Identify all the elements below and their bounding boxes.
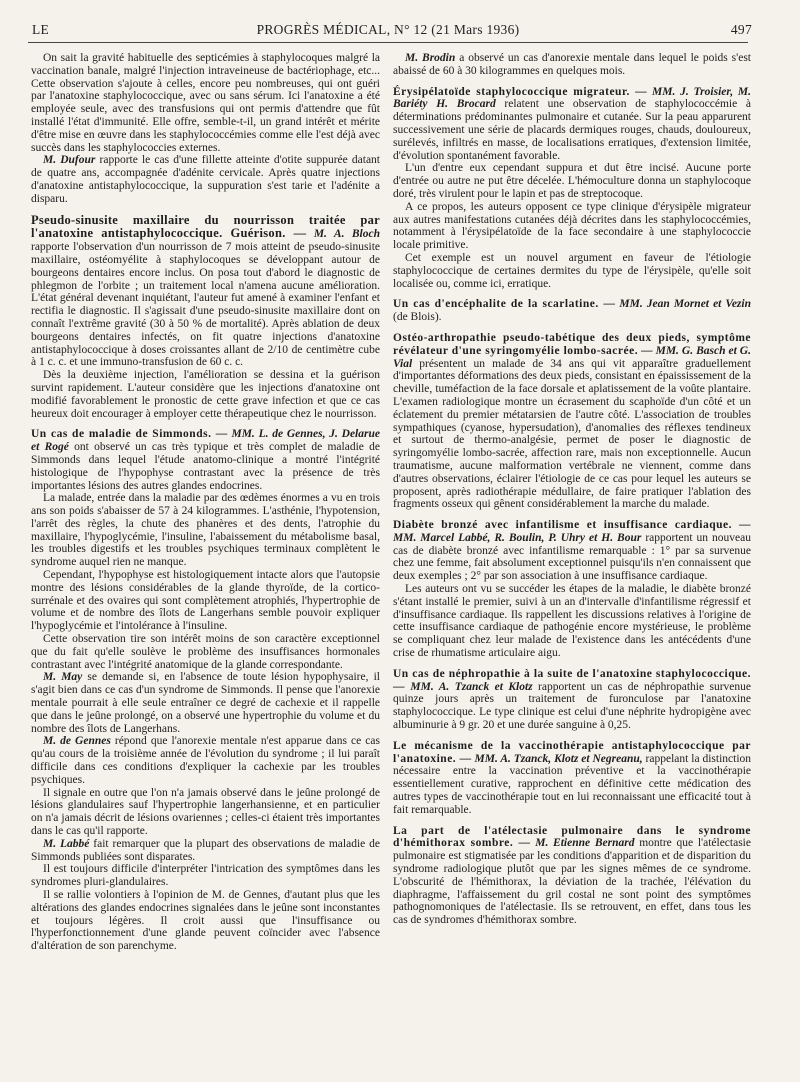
- paragraph: [31, 154, 380, 205]
- article: [393, 332, 751, 511]
- article: [393, 740, 751, 817]
- paragraph: On sait la gravité habituelle des septicémies à staphylocoques malgré la vaccination banale, malgré l'injection intraveineuse de bactériophage, etc... Cette observation s'ajoute à celles, encore peu nombreuses, qui ont guéri par l'anatoxine staphylococcique, avec ou sans sérum. Ici l'anatoxine a été employée seule, avec des transfusions qui ont permis d'attendre que fût installé l'état d'immunité. Elle offre, semble-t-il, un grand intérêt et mérite d'être mise en œuvre dans les staphylococcémies comme elle l'est déjà avec succès dans les staphylococcies externes.: [31, 52, 380, 154]
- article-title: La part de l'atélectasie pulmonaire dans le syndrome d'hémithorax sombre. —: [393, 824, 751, 850]
- author: MM. L. de Gennes, J. Delarue et Rogé: [31, 428, 380, 454]
- paragraph: Cette observation tire son intérêt moins de son caractère exceptionnel que du fait qu'elle soulève le problème des insuffisances hormonales contrastant avec l'intégrité anatomique de la glande correspondante.: [31, 633, 380, 671]
- paragraph: Les auteurs ont vu se succéder les étapes de la maladie, le diabète bronzé s'étant installé le premier, suivi à un an d'intervalle d'infantilisme régressif et d'insuffisance cardiaque. Ils rappellent les discussions relatives à l'origine de cette insuffisance cardiaque de pathogénie encore mystérieuse, le problème se compliquant chez leur malade de l'existence dans les antécédents d'une crise de rhumatisme articulaire aigu.: [393, 583, 751, 660]
- left-column: [31, 52, 380, 953]
- paragraph-text: rapporte l'observation d'un nourrisson de 7 mois atteint de pseudo-sinusite maxillaire, ostéomyélite à staphylocoques se développant autour de bourgeons dentaires encore inclus. On posa tout d'abord le diagnostic de phlegmon de l'orbite ; un traitement local n'amena aucune amélioration. L'état général devenant inquiétant, l'auteur fut amené à examiner l'enfant et rectifia le diagnostic. Il s'agissait d'une pseudo-sinusite maxillaire dont on connaît l'extrême gravité (30 à 50 % de mortalité). Après ablation de deux bourgeons dentaires infectés, on fit quatre injections d'anatoxine antistaphylococcique à doses croissantes allant de 2/10 de centimètre cube à 1 c. c. et une immuno-transfusion de 60 c. c.: [31, 241, 380, 369]
- journal-title: PROGRÈS MÉDICAL, N° 12 (21 Mars 1936): [256, 22, 520, 37]
- paragraph-text: montre que l'atélectasie pulmonaire est stigmatisée par les conditions d'apparition et de disparition du syndrome radiologique plutôt que par les signes mêmes de ce syndrome. L'obscurité de l'hémithorax, la déviation de la trachée, l'élévation du diaphragme, l'affaissement du gril costal ne sont point des symptômes pathognomoniques de l'atélectasie. Ils se retrouvent, en effet, dans tous les cas de syndromes d'hémithorax sombre.: [393, 837, 751, 927]
- paragraph: A ce propos, les auteurs opposent ce type clinique d'érysipèle migrateur aux autres manifestations cutanées déjà décrites dans les staphylococcémies, notamment à l'érysipélatoïde de la face secondaire à une staphylococcie locale primitive.: [393, 200, 751, 252]
- author: MM. Marcel Labbé, R. Boulin, P. Uhry et H. Bour: [393, 531, 642, 544]
- article: [31, 214, 380, 370]
- article-title: Pseudo-sinusite maxillaire du nourrisson traitée par l'anatoxine antistaphylococcique. Guérison. —: [31, 212, 380, 241]
- paragraph: Il signale en outre que l'on n'a jamais observé dans le jeûne prolongé de lésions glandulaires sauf l'hypertrophie langerhansienne, et en particulier on n'a jamais décrit de lésions ovariennes ; celles-ci étaient très importantes dans le cas qu'il rapporte.: [31, 786, 380, 838]
- paragraph-text: se demande si, en l'absence de toute lésion hypophysaire, il s'agit bien dans ce cas d'un syndrome de Simmonds. Il pense que l'anorexie mentale pourrait à elle seule entraîner ce degré de cachexie et il rappelle que dans le jeûne prolongé, on a observé une hypertrophie du volume et du nombre des îlots de Langerhans.: [31, 671, 380, 735]
- paragraph-text: rappelant la distinction nécessaire entre la vaccination préventive et la vaccinothérapie essentiellement curative, rapprochent en définitive cette médication des autres types de vaccinothérapie tout en lui reconnaissant une efficacité tout à fait remarquable.: [393, 752, 752, 816]
- author: M. Dufour: [43, 154, 96, 167]
- author: M. de Gennes: [43, 735, 111, 748]
- paragraph-text: ont observé un cas très typique et très complet de maladie de Simmonds dans lequel l'étude anatomo-clinique a montré l'intégrité histologique de l'hypophyse contrastant avec la présence de très importantes lésions des autres glandes endocrines.: [31, 441, 381, 492]
- article-title: Un cas d'encéphalite de la scarlatine. —: [393, 298, 616, 311]
- page-number: 497: [730, 22, 752, 37]
- article: [393, 519, 751, 583]
- paragraph-text: présentent un malade de 34 ans qui vit apparaître graduellement d'importantes déformations des deux pieds, consistant en épaississement de la cheville, tuméfaction de la face dorsale et aplatissement de la voûte plantaire. L'examen radiologique montre un écrasement du scaphoïde d'un côté et un éclatement du premier métatarsien de l'autre côté. L'association de troubles sympathiques (cyanose, hypersudation), d'anomalies des réflexes tendineux et surtout de thermo-analgésie, permet de poser le diagnostic de syringomyélie lombo-sacrée, affection rare, mais non exceptionnelle. Aucun traumatisme, aucune malformation vertébrale ne viennent, comme dans d'autres observations, éclairer l'étiologie de ce cas pour lequel les auteurs se proposent, après radiothérapie médullaire, de faire pratiquer l'ablation des fragments osseux qui gênent considérablement la marche du malade.: [393, 357, 751, 511]
- author: M. Etienne Bernard: [530, 837, 635, 850]
- paragraph-text: répond que l'anorexie mentale n'est apparue dans ce cas qu'au cours de la troisième année de l'évolution du syndrome ; il lui paraît difficile dans ces conditions d'expliquer la cachexie par les troubles psychiques.: [31, 735, 380, 786]
- article-title: Un cas de néphropathie à la suite de l'anatoxine staphylococcique. —: [393, 667, 751, 693]
- paragraph: [31, 735, 380, 786]
- paragraph-text: rapportent un nouveau cas de diabète bronzé avec infantilisme remarquable : 1° par sa survenue chez une femme, fait absolument exceptionnel puisqu'ils n'en connaissent que deux exemples ; 2° par son association à une insuffisance cardiaque.: [393, 531, 751, 583]
- author: M. A. Bloch: [306, 228, 380, 241]
- paragraph: Il est toujours difficile d'interpréter l'intrication des symptômes dans les syndromes pluri-glandulaires.: [31, 863, 380, 889]
- article-title: Un cas de maladie de Simmonds. —: [31, 428, 228, 441]
- article: [393, 825, 751, 927]
- paragraph-text: (de Blois).: [393, 311, 442, 324]
- header-rule: [28, 42, 748, 43]
- author: MM. A. Tzanck et Klotz: [405, 680, 533, 693]
- paragraph-text: relatent une observation de staphylococcémie à déterminations prédominantes pulmonaire et cutanée. Sur la peau apparurent successivement une série de placards dermiques rouges, chauds, douloureux, surélevés, infiltrés en masse, de localisations erratiques, d'extension limitée, d'évolution spontanément favorable.: [393, 98, 751, 162]
- author: M. Labbé: [43, 837, 90, 850]
- article-title: Le mécanisme de la vaccinothérapie antistaphylococcique par l'anatoxine. —: [393, 739, 751, 765]
- paragraph-text: rapporte le cas d'une fillette atteinte d'otite suppurée datant de quatre ans, accompagnée d'adénite cervicale. Après quatre injections d'anatoxine antistaphylococcique, la suppuration s'est tarie et l'adénite a disparu.: [31, 154, 380, 205]
- article: [393, 86, 751, 163]
- author: — MM. G. Basch et G. Vial: [393, 344, 751, 370]
- paragraph: Il se rallie volontiers à l'opinion de M. de Gennes, d'autant plus que les altérations des glandes endocrines signalées dans le jeûne sont inconstantes et toujours légères. Il croit aussi que l'insuffisance ou l'hyperfonctionnement d'une glande peuvent coïncider avec l'absence d'altération de son parenchyme.: [31, 889, 380, 953]
- author: M. May: [43, 671, 83, 684]
- paragraph-text: a observé un cas d'anorexie mentale dans lequel le poids s'est abaissé de 60 à 30 kilogrammes en quelques mois.: [393, 52, 751, 77]
- article-title: Diabète bronzé avec infantilisme et insuffisance cardiaque. —: [393, 519, 751, 532]
- paragraph: [393, 52, 751, 78]
- header-left: LE: [32, 22, 50, 37]
- author: MM. A. Tzanck, Klotz et Negreanu,: [471, 752, 643, 765]
- paragraph: [31, 838, 380, 864]
- author: M. Brodin: [405, 52, 456, 64]
- author: MM. Jean Mornet et Vezin: [615, 298, 751, 311]
- paragraph-text: fait remarquer que la plupart des observations de maladie de Simmonds publiées sont disparates.: [31, 837, 380, 863]
- author: MM. J. Troisier, M. Bariéty H. Brocard: [393, 85, 751, 111]
- paragraph: Cet exemple est un nouvel argument en faveur de l'étiologie staphylococcique de certaines dermites du type de l'érysipèle, qu'elle soit localisée ou, comme ici, erratique.: [393, 251, 751, 290]
- article: [393, 668, 751, 732]
- article-title: Ostéo-arthropathie pseudo-tabétique des deux pieds, symptôme révélateur d'une syringomyélie lombo-sacrée.: [393, 331, 751, 357]
- paragraph: La malade, entrée dans la maladie par des œdèmes énormes a vu en trois ans son poids s'abaisser de 57 à 24 kilogrammes. L'asthénie, l'hypotension, l'arrêt des règles, la chute des phanères et des dents, l'atrophie du maxillaire, l'hypoglycémie, l'insuline, l'abaissement du métabolisme basal, les troubles digestifs et les troubles psychiques terminaux complètent le syndrome auquel rien ne manque.: [31, 492, 380, 569]
- running-header: [24, 22, 752, 44]
- paragraph: L'un d'entre eux cependant suppura et dut être incisé. Aucune porte d'entrée ou autre ne put être décelée. L'hémoculture donna un staphylocoque doré, très virulent pour le lapin et pas de streptocoque.: [393, 162, 751, 200]
- paragraph: Dès la deuxième injection, l'amélioration se dessina et la guérison survint rapidement. L'auteur considère que les injections d'anatoxine ont modifié favorablement le pronostic de cette grave infection et que ce cas heureux doit encourager à employer cette thérapeutique chez le nourrisson.: [31, 369, 380, 420]
- paragraph: Cependant, l'hypophyse est histologiquement intacte alors que l'autopsie montre des lésions considérables de la glande thyroïde, de la cortico-surrénale et des ovaires qui sont complètement atrophiés, l'hypertrophie de volume et de nombre des îlots de Langerhans semble pouvoir expliquer l'hypoglycémie et l'intolérance à l'insuline.: [31, 569, 380, 633]
- article: [31, 428, 380, 492]
- article: [393, 298, 751, 324]
- paragraph: [31, 671, 380, 735]
- article-title: Érysipélatoïde staphylococcique migrateur. —: [393, 85, 648, 98]
- right-column: [393, 52, 751, 927]
- paragraph-text: rapportent un cas de néphropathie survenue quinze jours après un traitement de furonculose par l'anatoxine staphylococcique. Le type clinique est celui d'une néphrite hydropigène avec albuminurie à 9 gr. 20 et une durée sanguine à 0,25.: [393, 680, 752, 732]
